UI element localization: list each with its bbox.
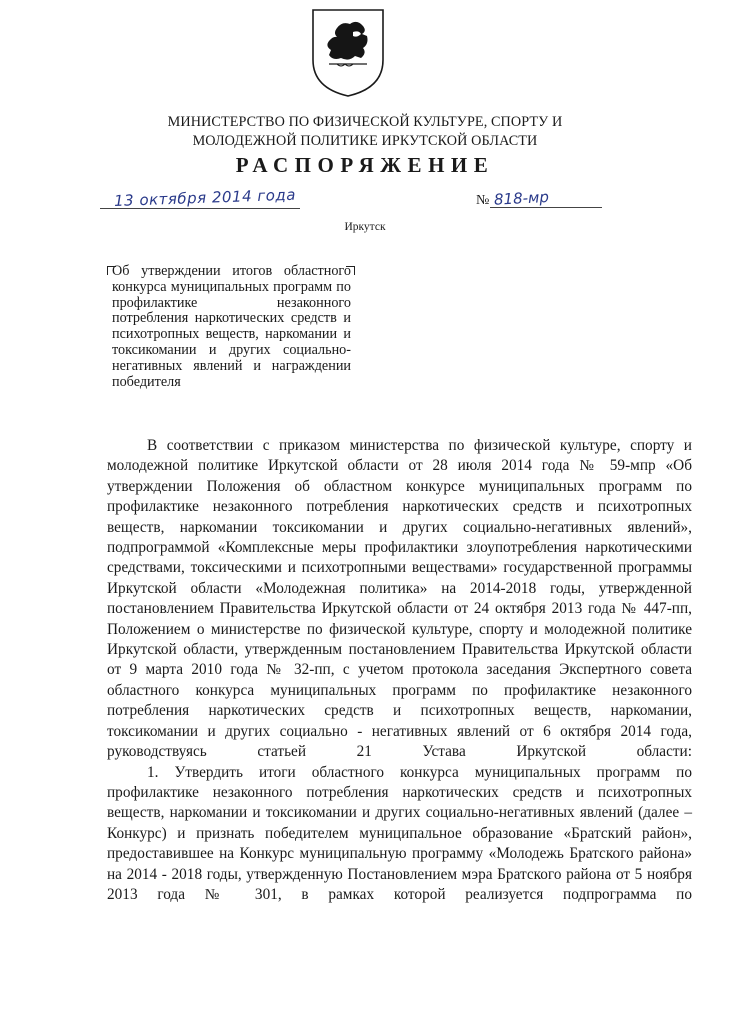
body-paragraph-2: 1. Утвердить итоги областного конкурса муниципальных программ по профилактике незаконного потребления наркотических средств и психотропных веществ, наркомании и токсикомании и других социально-негативных явлений (далее – Конкурс) и признать победителем муниципальное образование «Братский район», предоставившее на Конкурс муниципальную программу «Молодежь Братского района» на 2014 - 2018 годы, утвержденную Постановлением мэра Братского района от 5 ноября 2013 года № 301, в рамках которой реализуется подпрограмма по [107, 763, 692, 903]
document-body [107, 436, 692, 905]
date-underline [100, 208, 300, 209]
ministry-line-2: МОЛОДЕЖНОЙ ПОЛИТИКЕ ИРКУТСКОЙ ОБЛАСТИ [192, 133, 538, 149]
number-underline [490, 207, 602, 208]
subject-text: Об утверждении итогов областного конкурса муниципальных программ по профилактике незаконного потребления наркотических средств и психотропных веществ, наркомании и токсикомании и других социально-негативных явлений и награждении победителя [112, 263, 351, 390]
handwritten-date-text: 13 октября 2014 года [113, 185, 297, 210]
ministry-name [0, 113, 730, 151]
document-type-title: РАСПОРЯЖЕНИЕ [235, 153, 495, 177]
subject-corner-left [107, 266, 116, 275]
body-paragraph-1: В соответствии с приказом министерства по физической культуре, спорту и молодежной политике Иркутской области от 28 июля 2014 года № 59-мпр «Об утверждении Положения об областном конкурсе муниципальных программ по профилактике незаконного потребления наркотических средств и психотропных веществ, наркомании токсикомании и других социально-негативных явлений», подпрограммой «Комплексные меры профилактики злоупотребления наркотическими средствами, токсическими и психотропными веществами» государственной программы Иркутской области «Молодежная политика» на 2014-2018 годы, утвержденной постановлением Правительства Иркутской области от 24 октября 2013 года № 447-пп, Положением о министерстве по физической культуре, спорту и молодежной политике Иркутской области, утвержденным постановлением Правительства Иркутской области от 9 марта 2010 года № 32-пп, с учетом протокола заседания Экспертного совета областного конкурса муниципальных программ по профилактике незаконного потребления наркотических средств и психотропных веществ, наркомании, токсикомании и других социально - негативных явлений от 6 октября 2014 года, руководствуясь статьей 21 Устава Иркутской области: [107, 437, 692, 761]
ministry-line-1: МИНИСТЕРСТВО ПО ФИЗИЧЕСКОЙ КУЛЬТУРЕ, СПОРТУ И [167, 114, 563, 130]
subject-block [107, 264, 355, 390]
handwritten-number-text: 818-мр [493, 187, 550, 209]
coat-of-arms-icon [309, 6, 387, 98]
handwritten-date [99, 178, 298, 219]
city-name: Иркутск [344, 221, 386, 233]
number-sign: № [476, 193, 490, 208]
subject-corner-right [346, 266, 355, 275]
handwritten-number [491, 180, 602, 216]
